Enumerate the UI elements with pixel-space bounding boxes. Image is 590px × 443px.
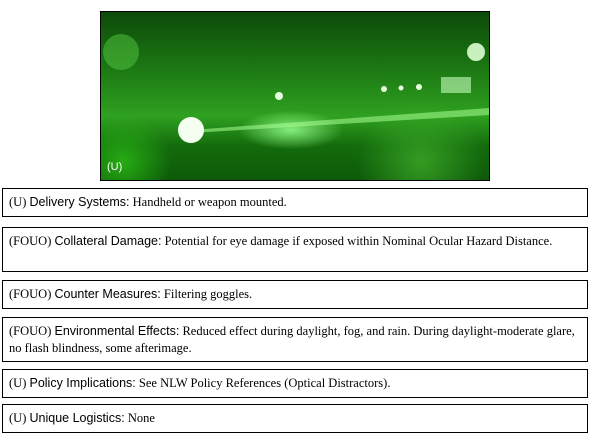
row-counter-measures [2,280,588,309]
row-heading: Collateral Damage: [54,234,162,248]
laser-beam-graphic [101,12,489,180]
image-classification-label: (U) [107,161,123,173]
classification-marking: (FOUO) [9,324,52,338]
row-text: Filtering goggles. [163,287,253,301]
row-environmental-effects [2,317,588,362]
row-text: Handheld or weapon mounted. [132,195,287,209]
row-heading: Environmental Effects: [54,324,180,338]
row-heading: Unique Logistics: [29,411,125,425]
row-collateral-damage [2,227,588,272]
classification-marking: (FOUO) [9,234,52,248]
row-text: None [127,411,155,425]
laser-photo [100,11,490,181]
row-delivery-systems [2,188,588,217]
row-heading: Counter Measures: [54,287,161,301]
row-text: Potential for eye damage if exposed within Nominal Ocular Hazard Distance. [164,234,553,248]
row-policy-implications [2,369,588,398]
row-text: See NLW Policy References (Optical Distractors). [138,376,391,390]
row-heading: Policy Implications: [29,376,136,390]
classification-marking: (U) [9,376,27,390]
row-text: Reduced effect during daylight, fog, and rain. During daylight-moderate glare, no flash blindness, some afterimage. [9,324,575,355]
classification-marking: (U) [9,411,27,425]
classification-marking: (FOUO) [9,287,52,301]
row-heading: Delivery Systems: [29,195,130,209]
row-unique-logistics [2,404,588,433]
classification-marking: (U) [9,195,27,209]
